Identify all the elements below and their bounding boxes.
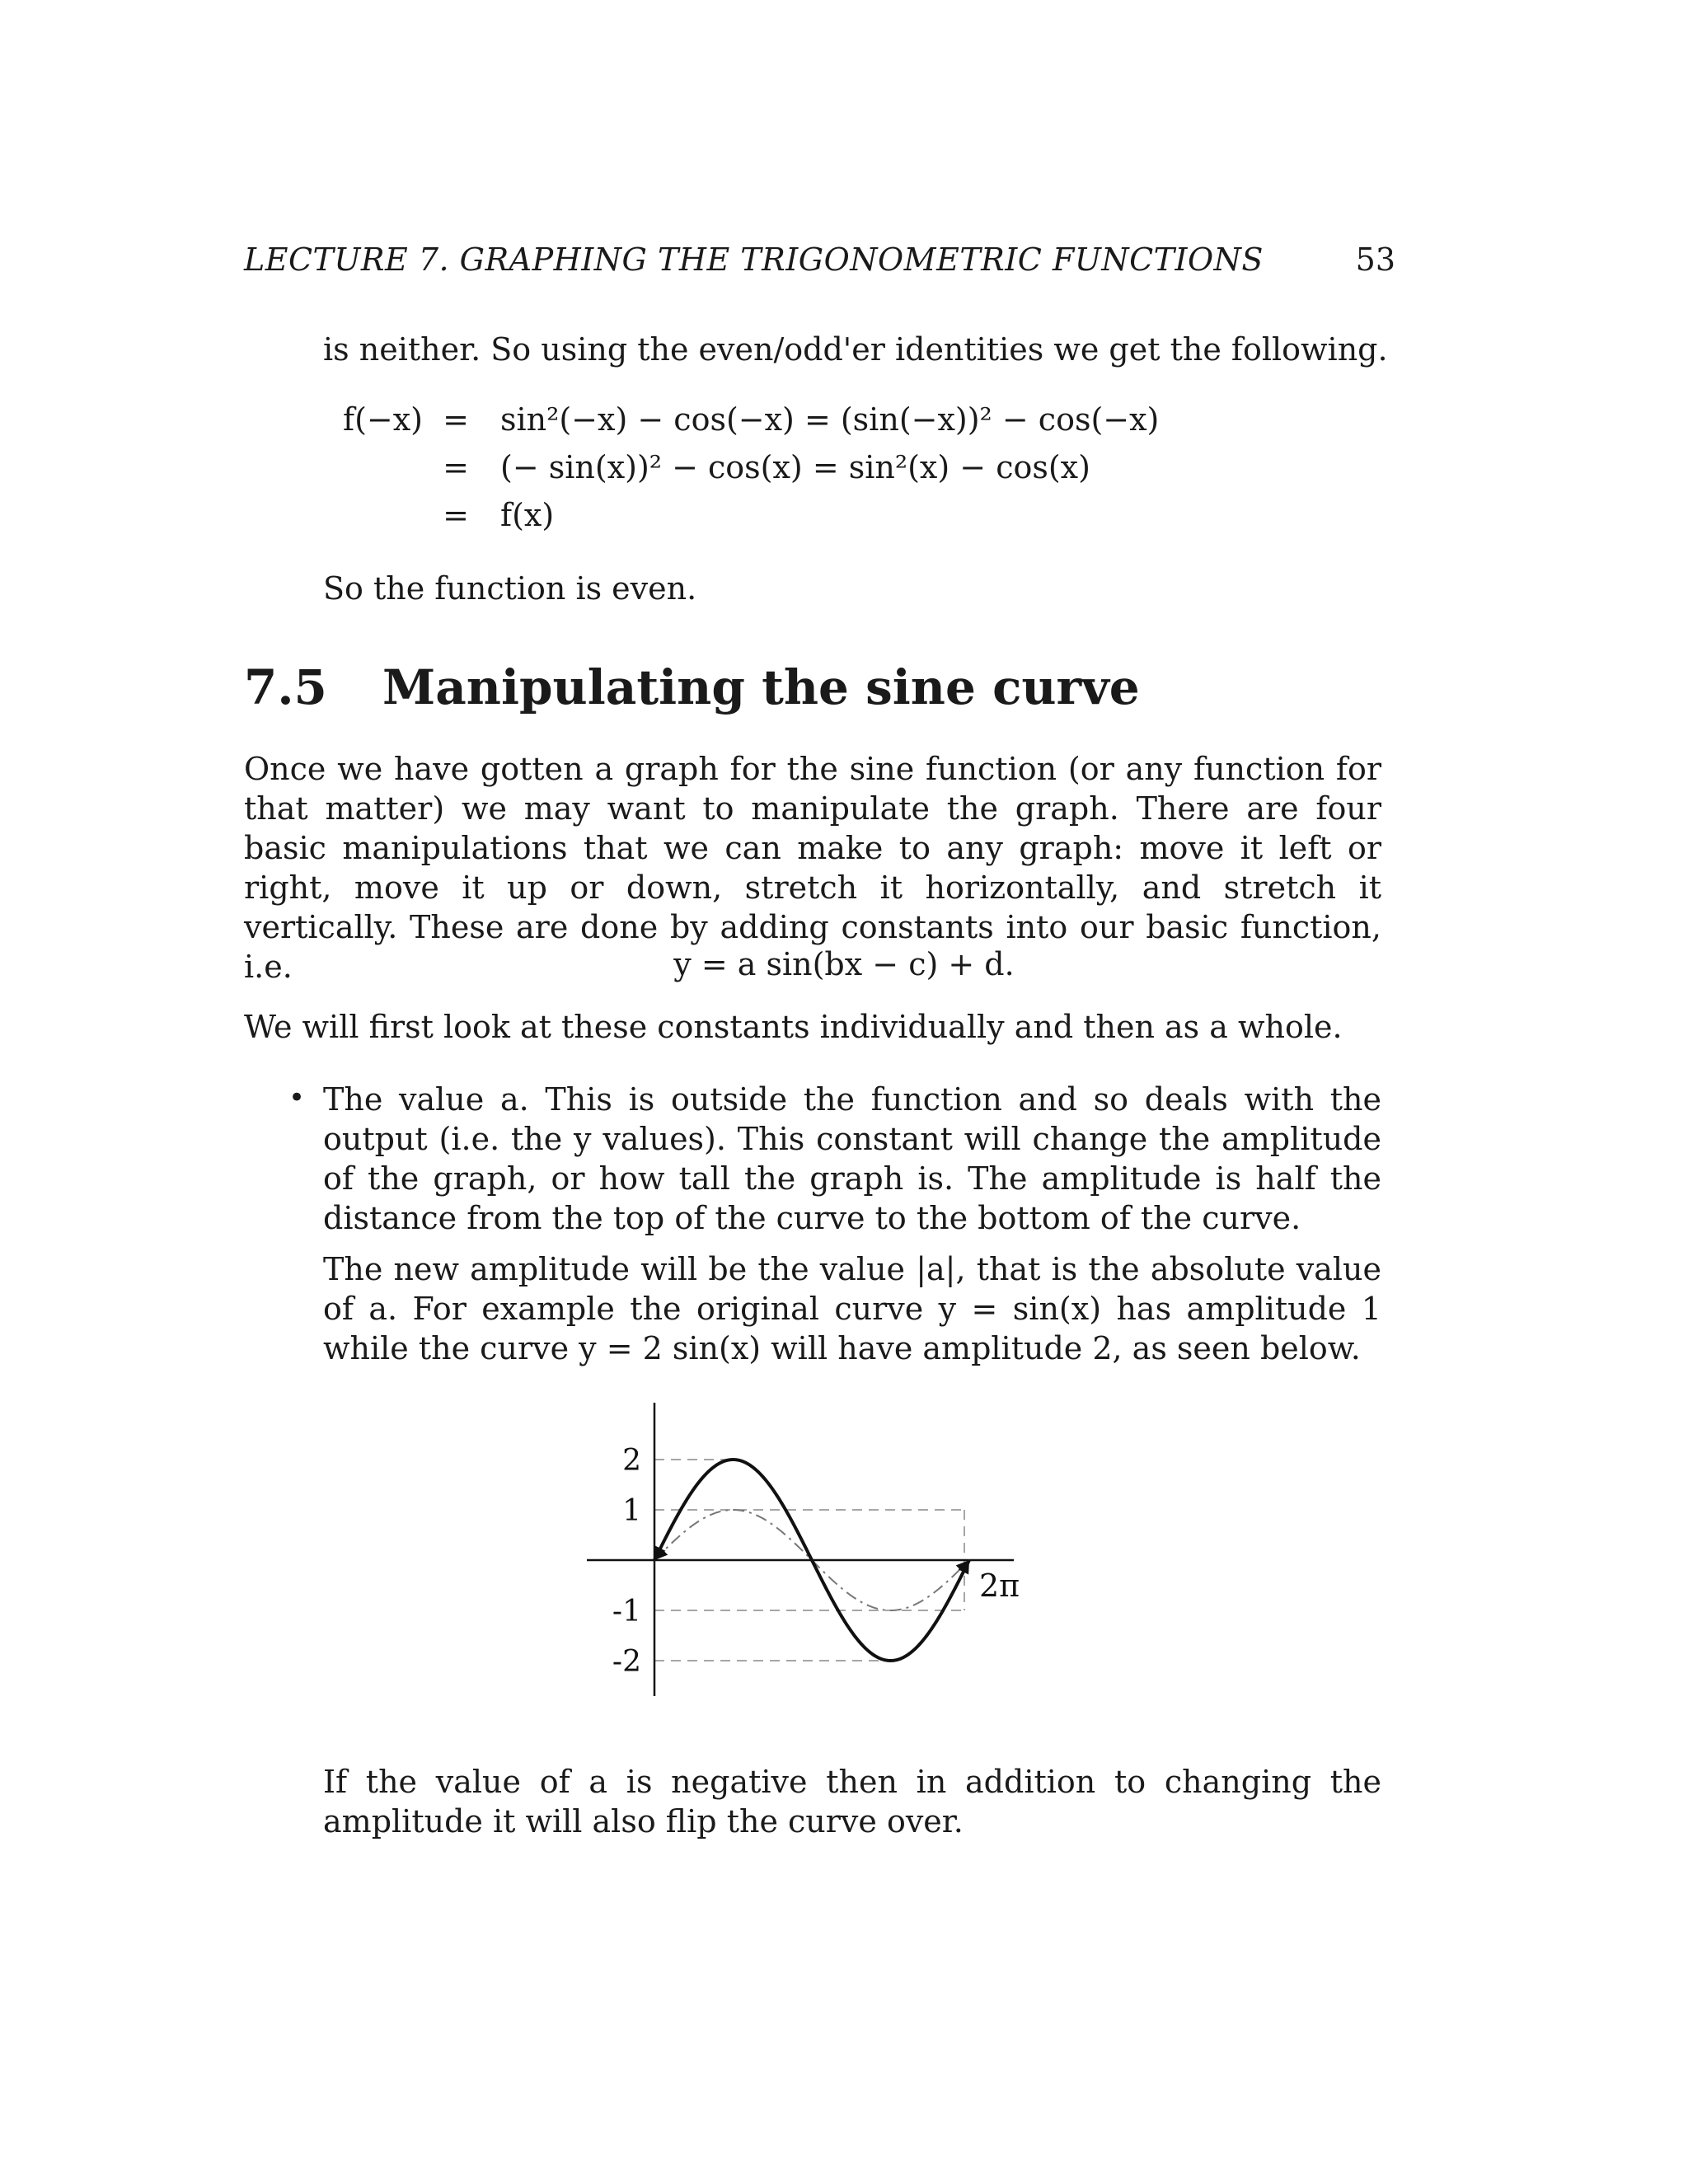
x-tick-label: 2π bbox=[979, 1568, 1020, 1604]
y-tick-label-0: 2 bbox=[622, 1444, 641, 1478]
paragraph-1: Once we have gotten a graph for the sine function (or any function for that matter) we may want to manipulate the graph. There are four basic manipulations that we can make to any graph: move it left or right, move it up or down, stretch it horizontally, and stretch it vertically. These are done by adding constants into our basic function, i.e. bbox=[244, 751, 1381, 985]
final-paragraph: If the value of a is negative then in addition to changing the amplitude it will also flip the curve over. bbox=[323, 1764, 1381, 1840]
display-equation: y = a sin(bx − c) + d. bbox=[673, 946, 1015, 982]
conclusion-text: So the function is even. bbox=[323, 570, 697, 607]
bullet-marker: • bbox=[288, 1081, 306, 1114]
bullet-paragraph-2: The new amplitude will be the value |a|, that is the absolute value of a. For example the original curve y = sin(x) has amplitude 1 while the curve y = 2 sin(x) will have amplitude 2, as seen below. bbox=[323, 1251, 1381, 1366]
intro-text: is neither. So using the even/odd'er identities we get the following. bbox=[323, 331, 1388, 368]
y-tick-label-1: 1 bbox=[622, 1494, 641, 1528]
section-number: 7.5 bbox=[244, 659, 327, 715]
derivation-line-3: f(x) bbox=[500, 497, 555, 533]
amplitude-chart bbox=[577, 1393, 1039, 1706]
derivation-lhs: f(−x) bbox=[343, 401, 423, 438]
paragraph-2: We will first look at these constants individually and then as a whole. bbox=[244, 1009, 1343, 1045]
y-tick-label-3: -2 bbox=[612, 1645, 641, 1679]
equals-sign-2: = bbox=[443, 449, 469, 485]
derivation-line-2: (− sin(x))² − cos(x) = sin²(x) − cos(x) bbox=[500, 449, 1090, 485]
equals-sign-3: = bbox=[443, 497, 469, 533]
page-number: 53 bbox=[1355, 241, 1395, 278]
bullet-paragraph-1: The value a. This is outside the function and so deals with the output (i.e. the y values). This constant will change the amplitude of the graph, or how tall the graph is. The amplitude is half the distance from the top of the curve to the bottom of the curve. bbox=[323, 1081, 1381, 1236]
section-heading bbox=[244, 659, 1140, 715]
section-title: Manipulating the sine curve bbox=[382, 659, 1140, 715]
y-tick-label-2: -1 bbox=[612, 1595, 641, 1629]
equals-sign-1: = bbox=[443, 401, 469, 438]
derivation-block bbox=[233, 401, 1222, 541]
running-header: LECTURE 7. GRAPHING THE TRIGONOMETRIC FUNCTIONS bbox=[244, 241, 1264, 278]
derivation-line-1: sin²(−x) − cos(−x) = (sin(−x))² − cos(−x) bbox=[500, 401, 1160, 438]
y-tick-labels bbox=[612, 1444, 641, 1679]
